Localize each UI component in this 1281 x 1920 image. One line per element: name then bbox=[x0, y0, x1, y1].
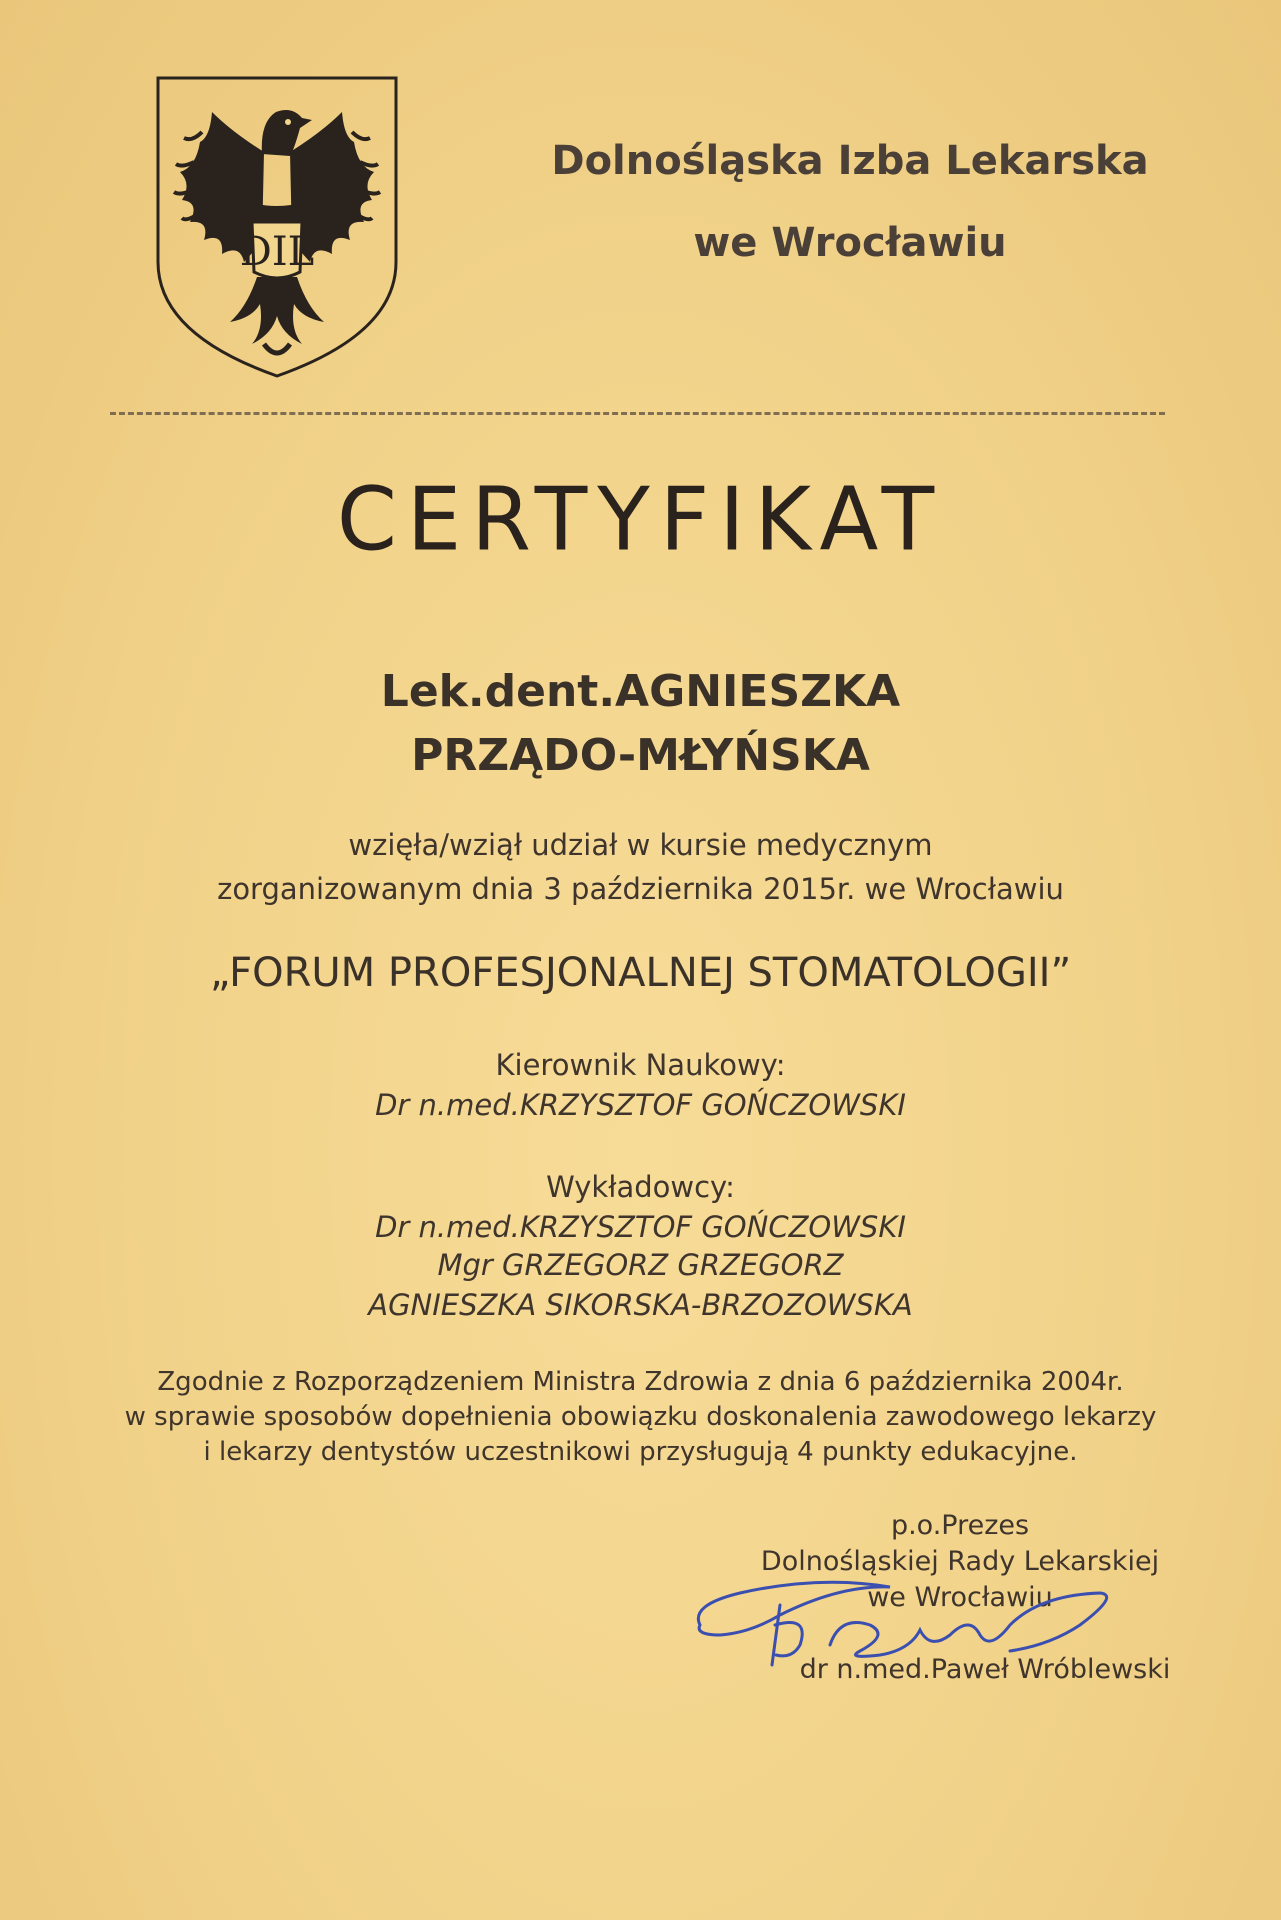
recipient-line-1: Lek.dent.AGNIESZKA bbox=[380, 666, 901, 717]
recipient-line-2: PRZĄDO-MŁYŃSKA bbox=[411, 730, 870, 781]
legal-notice bbox=[0, 1365, 1281, 1470]
legal-line-2: w sprawie sposobów dopełnienia obowiązku doskonalenia zawodowego lekarzy bbox=[124, 1402, 1157, 1432]
lecturer-name: AGNIESZKA SIKORSKA-BRZOZOWSKA bbox=[368, 1288, 913, 1322]
lecturer-name: Dr n.med.KRZYSZTOF GOŃCZOWSKI bbox=[375, 1210, 906, 1244]
participation-line-2: zorganizowanym dnia 3 października 2015r. we Wrocławiu bbox=[217, 872, 1064, 906]
institution-name bbox=[420, 120, 1280, 284]
course-name: „FORUM PROFESJONALNEJ STOMATOLOGII” bbox=[209, 950, 1072, 996]
legal-line-1: Zgodnie z Rozporządzeniem Ministra Zdrowia z dnia 6 października 2004r. bbox=[157, 1367, 1124, 1397]
eagle-crest-icon bbox=[152, 72, 402, 382]
crest-monogram: DIL bbox=[239, 229, 315, 275]
signatory-role-line-1: p.o.Prezes bbox=[890, 1510, 1030, 1541]
scientific-director-label: Kierownik Naukowy: bbox=[495, 1048, 786, 1082]
certificate-title: CERTYFIKAT bbox=[336, 469, 945, 571]
scientific-director-name: Dr n.med.KRZYSZTOF GOŃCZOWSKI bbox=[375, 1088, 906, 1122]
institution-line-1: Dolnośląska Izba Lekarska bbox=[551, 138, 1149, 184]
recipient-name bbox=[0, 660, 1281, 788]
institution-line-2: we Wrocławiu bbox=[693, 220, 1007, 266]
signatory-role-line-3: we Wrocławiu bbox=[867, 1582, 1053, 1613]
participation-line-1: wzięła/wziął udział w kursie medycznym bbox=[348, 828, 933, 862]
lecturer-name: Mgr GRZEGORZ GRZEGORZ bbox=[437, 1248, 844, 1282]
dashed-divider bbox=[110, 412, 1165, 415]
signatory-name: dr n.med.Paweł Wróblewski bbox=[799, 1654, 1171, 1685]
lecturers-label: Wykładowcy: bbox=[546, 1170, 735, 1204]
legal-line-3: i lekarzy dentystów uczestnikowi przysługują 4 punkty edukacyjne. bbox=[203, 1437, 1078, 1467]
signatory-role-line-2: Dolnośląskiej Rady Lekarskiej bbox=[760, 1546, 1160, 1577]
